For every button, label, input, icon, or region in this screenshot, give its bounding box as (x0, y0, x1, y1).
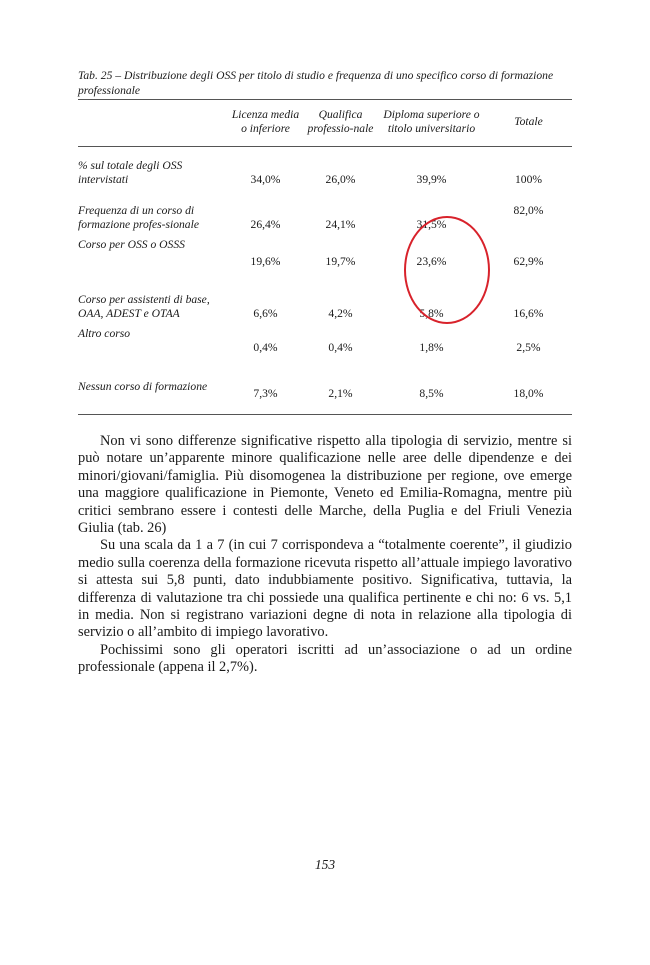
page-number: 153 (314, 857, 336, 872)
table-cell: 6,6% (253, 307, 278, 320)
table-row (78, 147, 572, 188)
table-cell: 19,6% (250, 255, 281, 268)
header-blank (78, 100, 228, 147)
table-cell: 16,6% (513, 307, 544, 320)
table-cell: 2,1% (303, 355, 378, 415)
row-label: Nessun corso di formazione (78, 355, 228, 415)
body-text (78, 433, 572, 677)
table-caption: Tab. 25 – Distribuzione degli OSS per titolo di studio e frequenza di uno specifico corso di formazione professionale (78, 69, 554, 97)
table-cell: 8,5% (378, 355, 485, 415)
table-cell: 31,5% (416, 218, 447, 231)
table-cell: 100% (514, 173, 543, 186)
table-cell: 2,5% (516, 341, 541, 354)
table-cell: 0,4% (253, 341, 278, 354)
table-cell: 18,0% (485, 355, 572, 415)
table-cell: 62,9% (513, 255, 544, 268)
table-cell: 1,8% (419, 341, 444, 354)
table-cell: 26,0% (325, 173, 356, 186)
table-cell: 39,9% (416, 173, 447, 186)
table-cell: 23,6% (416, 255, 447, 268)
row-label: Altro corso (78, 327, 131, 340)
header-diploma: Diploma superiore o titolo universitario (378, 100, 485, 147)
table-row (78, 187, 572, 232)
row-label: Corso per assistenti di base, OAA, ADEST e OTAA (78, 293, 210, 320)
table-cell: 24,1% (325, 218, 356, 231)
table-cell: 0,4% (328, 341, 353, 354)
table-cell: 7,3% (228, 355, 303, 415)
row-label: Corso per OSS o OSSS (78, 238, 185, 251)
row-label: % sul totale degli OSS intervistati (78, 159, 183, 186)
table-cell: 82,0% (513, 204, 544, 217)
paragraph: Non vi sono differenze significative rispetto alla tipologia di servizio, mentre si può notare un’apparente minore qualificazione nelle aree delle dipendenze e dei minori/giovani/famiglia. Più disomogenea la distribuzione per regione, ove emerge una maggiore qualificazione in Piemonte, Veneto ed Emilia-Romagna, mentre più critici sembrano essere i contesti delle Marche, della Puglia e del Friuli Venezia Giulia (tab. 26) (78, 433, 572, 537)
header-licenza: Licenza media o inferiore (228, 100, 303, 147)
row-label: Frequenza di un corso di formazione profes-sionale (78, 204, 199, 231)
header-qualifica: Qualifica professio-nale (303, 100, 378, 147)
table-row (78, 232, 572, 269)
data-table (78, 100, 572, 415)
table-cell: 5,8% (419, 307, 444, 320)
table-cell: 19,7% (325, 255, 356, 268)
table-row (78, 321, 572, 355)
header-totale: Totale (485, 100, 572, 147)
table-row (78, 355, 572, 415)
table-cell: 4,2% (328, 307, 353, 320)
table-cell: 34,0% (250, 173, 281, 186)
paragraph: Su una scala da 1 a 7 (in cui 7 corrispondeva a “totalmente coerente”, il giudizio medio sulla coerenza della formazione ricevuta rispetto all’attuale impiego lavorativo si attesta sui 5,8 punti, dato indubbiamente positivo. Significativa, tuttavia, la differenza di valutazione tra chi possiede una qualifica pertinente e chi no: 6 vs. 5,1 in media. Non si registrano variazioni degne di nota in relazione alla tipologia di servizio o all’ambito di impiego lavorativo. (78, 537, 572, 641)
paragraph: Pochissimi sono gli operatori iscritti ad un’associazione o ad un ordine professionale (appena il 2,7%). (78, 641, 572, 676)
table-row (78, 269, 572, 321)
page-content (78, 68, 572, 677)
table-header-row (78, 100, 572, 147)
table-cell: 26,4% (250, 218, 281, 231)
